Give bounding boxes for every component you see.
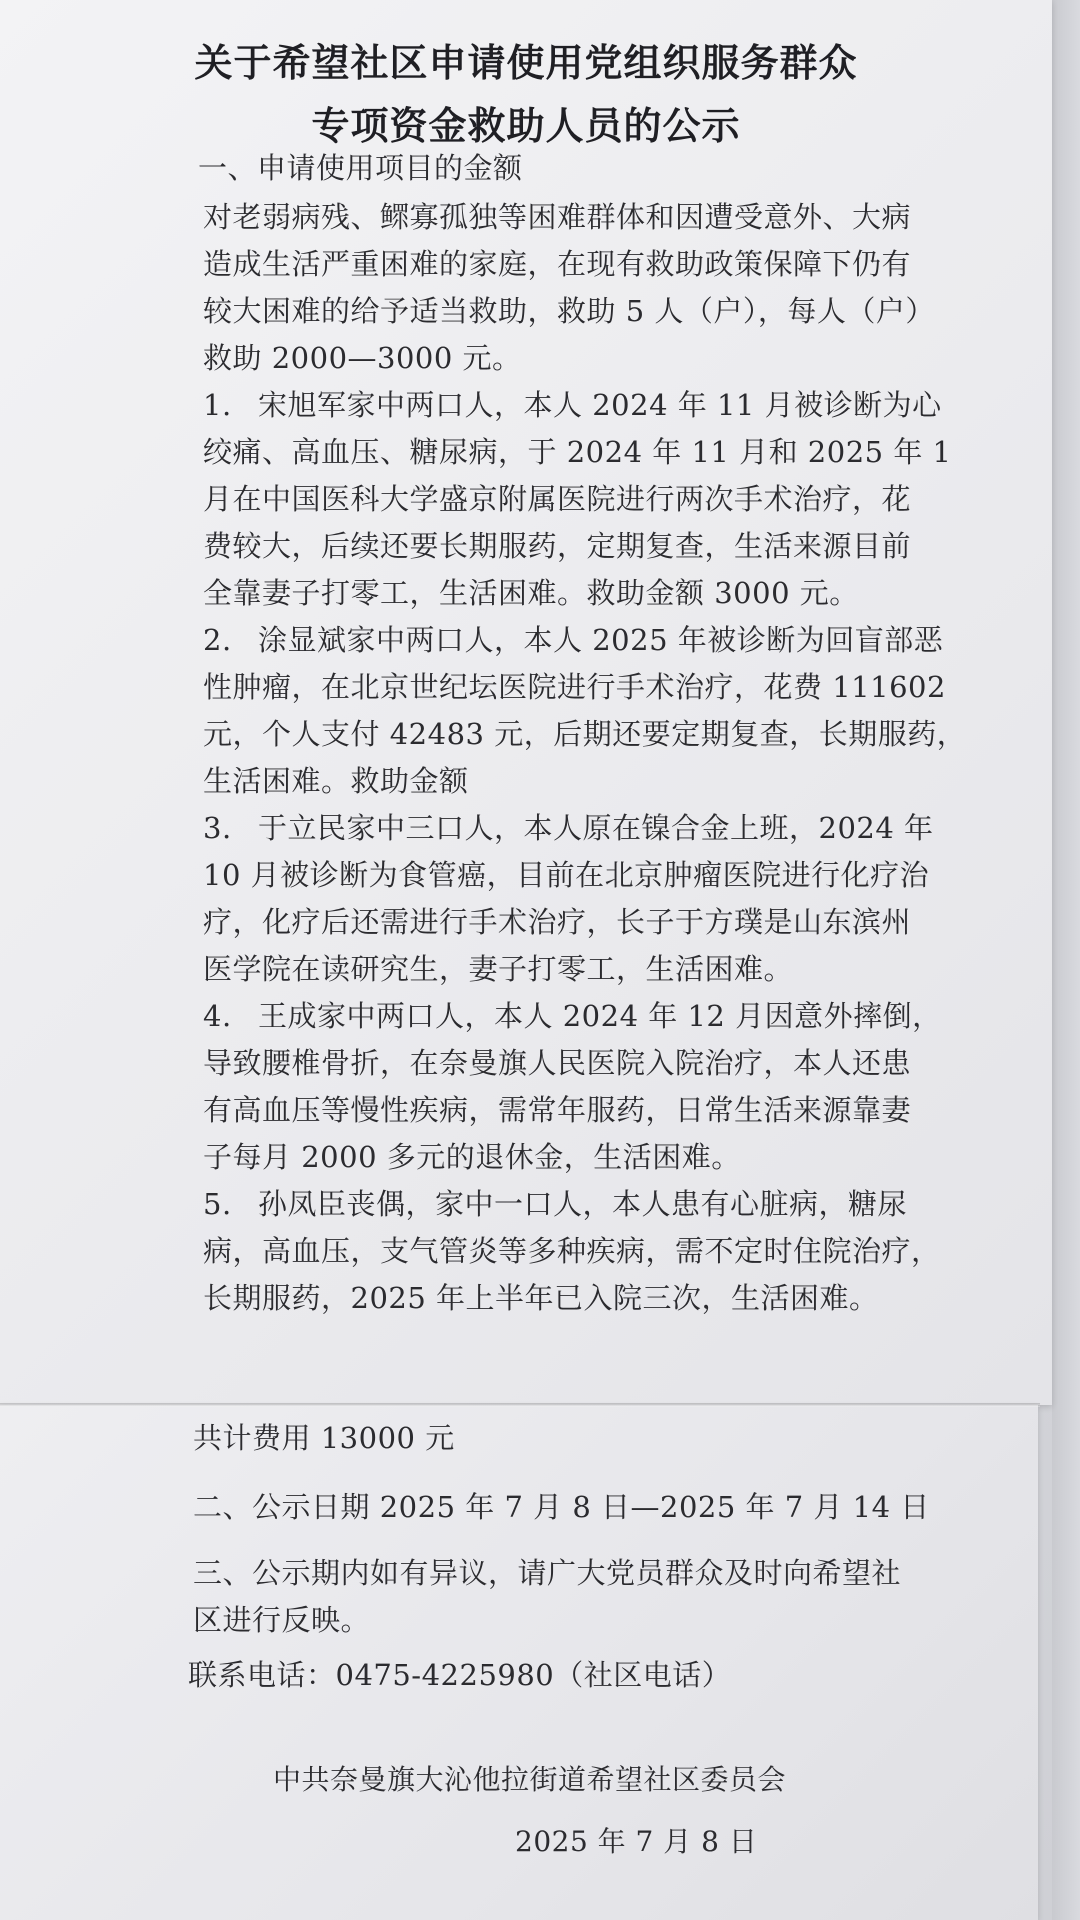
case-1-line: 绞痛、高血压、糖尿病，于 2024 年 11 月和 2025 年 1 (203, 435, 952, 469)
case-1-line: 宋旭军家中两口人，本人 2024 年 11 月被诊断为心 (258, 388, 942, 422)
case-1-number: 1. (203, 388, 232, 422)
case-2-line: 元，个人支付 42483 元，后期还要定期复查，长期服药， (203, 717, 967, 751)
background-strip (1052, 0, 1080, 1920)
contact-phone: 联系电话：0475-4225980（社区电话） (188, 1658, 732, 1692)
signature-date: 2025 年 7 月 8 日 (515, 1825, 758, 1858)
case-2-line: 生活困难。救助金额 (203, 764, 469, 798)
case-1-line: 费较大，后续还要长期服药，定期复查，生活来源目前 (203, 529, 912, 563)
case-5-line: 长期服药，2025 年上半年已入院三次，生活困难。 (203, 1281, 879, 1315)
notice-title-line-2: 专项资金救助人员的公示 (311, 104, 741, 148)
section-2-date: 二、公示日期 2025 年 7 月 8 日—2025 年 7 月 14 日 (193, 1490, 930, 1524)
section-3-line: 三、公示期内如有异议，请广大党员群众及时向希望社 (193, 1556, 902, 1590)
intro-line: 造成生活严重困难的家庭，在现有救助政策保障下仍有 (203, 247, 912, 281)
sheet-overlap-edge (0, 1403, 1040, 1407)
case-1-line: 全靠妻子打零工，生活困难。救助金额 3000 元。 (203, 576, 859, 610)
case-4-line: 子每月 2000 多元的退休金，生活困难。 (203, 1140, 741, 1174)
intro-line: 对老弱病残、鳏寡孤独等困难群体和因遭受意外、大病 (203, 200, 912, 234)
case-5-number: 5. (203, 1187, 232, 1221)
case-4-number: 4. (203, 999, 232, 1033)
section-1-heading: 一、申请使用项目的金额 (198, 151, 523, 185)
intro-line: 救助 2000—3000 元。 (203, 341, 522, 375)
case-4-line: 王成家中两口人，本人 2024 年 12 月因意外摔倒， (258, 999, 942, 1033)
notice-title-line-1: 关于希望社区申请使用党组织服务群众 (194, 41, 858, 85)
case-4-line: 导致腰椎骨折，在奈曼旗人民医院入院治疗，本人还患 (203, 1046, 912, 1080)
case-3-number: 3. (203, 811, 232, 845)
case-3-line: 医学院在读研究生，妻子打零工，生活困难。 (203, 952, 794, 986)
case-5-line: 孙凤臣丧偶，家中一口人，本人患有心脏病，糖尿 (258, 1187, 908, 1221)
case-3-line: 疗，化疗后还需进行手术治疗，长子于方璞是山东滨州 (203, 905, 912, 939)
case-4-line: 有高血压等慢性疾病，需常年服药，日常生活来源靠妻 (203, 1093, 912, 1127)
case-1-line: 月在中国医科大学盛京附属医院进行两次手术治疗，花 (203, 482, 912, 516)
case-3-line: 于立民家中三口人，本人原在镍合金上班，2024 年 (258, 811, 934, 845)
case-2-number: 2. (203, 623, 232, 657)
section-3-line: 区进行反映。 (193, 1603, 371, 1637)
intro-line: 较大困难的给予适当救助，救助 5 人（户），每人（户） (203, 294, 935, 328)
case-5-line: 病，高血压，支气管炎等多种疾病，需不定时住院治疗， (203, 1234, 941, 1268)
case-2-line: 性肿瘤，在北京世纪坛医院进行手术治疗，花费 111602 (203, 670, 946, 704)
case-3-line: 10 月被诊断为食管癌，目前在北京肿瘤医院进行化疗治 (203, 858, 930, 892)
case-2-line: 涂显斌家中两口人，本人 2025 年被诊断为回盲部恶 (258, 623, 944, 657)
signature-org: 中共奈曼旗大沁他拉街道希望社区委员会 (273, 1763, 787, 1796)
total-cost: 共计费用 13000 元 (193, 1421, 455, 1455)
